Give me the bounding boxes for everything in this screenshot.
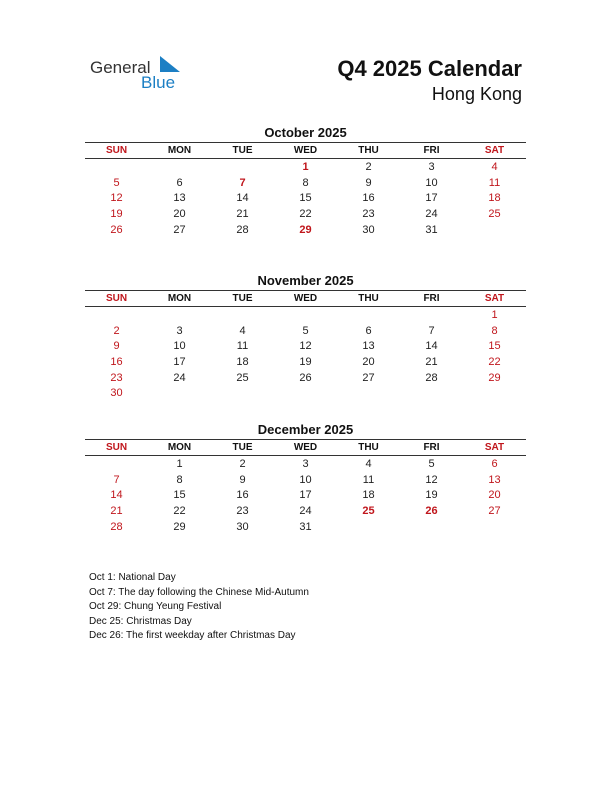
week-row <box>85 472 526 488</box>
weekday-header <box>85 142 526 159</box>
day-cell: 12 <box>425 473 438 486</box>
holiday-note: Dec 25: Christmas Day <box>89 615 192 627</box>
day-cell: 16 <box>236 489 249 502</box>
generalblue-logo <box>90 56 190 96</box>
day-cell: 12 <box>299 340 312 353</box>
weekday-label: WED <box>293 442 318 453</box>
day-cell: 25 <box>362 505 375 518</box>
empty-day-cell <box>337 519 400 535</box>
day-cell: 14 <box>110 489 123 502</box>
day-cell: 13 <box>488 473 501 486</box>
empty-day-cell <box>274 385 337 401</box>
day-cell: 11 <box>488 176 501 189</box>
weekday-header <box>85 290 526 307</box>
week-row <box>85 456 526 472</box>
day-cell: 9 <box>239 473 246 486</box>
day-cell: 8 <box>302 176 309 189</box>
holiday-note: Oct 1: National Day <box>89 572 176 583</box>
region-subtitle: Hong Kong <box>431 84 522 104</box>
weekday-label: WED <box>293 293 318 304</box>
day-cell: 15 <box>488 340 501 353</box>
empty-day-cell <box>400 307 463 323</box>
weekday-label: FRI <box>423 293 440 304</box>
week-row <box>85 190 526 206</box>
weekday-label: SAT <box>484 293 505 304</box>
day-cell: 19 <box>299 356 312 369</box>
empty-day-cell <box>274 307 337 323</box>
day-cell: 30 <box>110 387 123 400</box>
day-cell: 21 <box>236 208 249 221</box>
month-name: November 2025 <box>257 273 354 288</box>
weekday-label: SUN <box>105 293 128 304</box>
day-cell: 18 <box>488 192 501 205</box>
day-cell: 23 <box>362 208 375 221</box>
day-cell: 23 <box>236 505 249 518</box>
holiday-note: Dec 26: The first weekday after Christmas Day <box>89 630 296 642</box>
day-cell: 29 <box>299 223 312 236</box>
day-cell: 10 <box>299 473 312 486</box>
weekday-header <box>85 439 526 456</box>
day-cell: 17 <box>425 192 438 205</box>
day-cell: 26 <box>110 223 123 236</box>
weekday-label: SUN <box>105 145 128 156</box>
day-cell: 15 <box>299 192 312 205</box>
logo-triangle-icon <box>160 56 180 72</box>
empty-day-cell <box>211 159 274 175</box>
week-row <box>85 159 526 175</box>
day-cell: 7 <box>428 324 435 337</box>
day-cell: 14 <box>425 340 438 353</box>
weekday-label: FRI <box>423 145 440 156</box>
day-cell: 13 <box>362 340 375 353</box>
day-cell: 25 <box>488 208 501 221</box>
day-cell: 13 <box>173 192 186 205</box>
day-cell: 10 <box>425 176 438 189</box>
logo-word-general: General <box>90 58 151 77</box>
day-cell: 25 <box>236 371 249 384</box>
day-cell: 16 <box>362 192 375 205</box>
weekday-label: TUE <box>232 293 253 304</box>
day-cell: 1 <box>176 458 183 470</box>
weekday-label: WED <box>293 145 318 156</box>
day-cell: 27 <box>362 371 375 384</box>
empty-day-cell <box>337 307 400 323</box>
day-cell: 11 <box>362 473 375 486</box>
weekday-label: TUE <box>232 442 253 453</box>
day-cell: 3 <box>176 324 183 337</box>
day-cell: 20 <box>488 489 501 502</box>
empty-day-cell <box>85 307 148 323</box>
empty-day-cell <box>211 307 274 323</box>
month-november <box>85 272 526 401</box>
weekday-label: SUN <box>105 442 128 453</box>
day-cell: 1 <box>491 309 498 321</box>
day-cell: 14 <box>236 192 249 205</box>
day-cell: 4 <box>365 458 372 470</box>
empty-day-cell <box>211 385 274 401</box>
empty-day-cell <box>463 222 526 238</box>
day-cell: 8 <box>176 473 183 486</box>
day-cell: 2 <box>113 324 120 337</box>
day-cell: 2 <box>365 161 372 173</box>
day-cell: 21 <box>110 505 123 518</box>
day-cell: 8 <box>491 324 498 337</box>
empty-day-cell <box>463 519 526 535</box>
day-cell: 28 <box>236 223 249 236</box>
day-cell: 3 <box>428 161 435 173</box>
day-cell: 23 <box>110 371 123 384</box>
day-cell: 22 <box>488 356 501 369</box>
day-cell: 6 <box>176 176 183 189</box>
day-cell: 29 <box>173 520 186 533</box>
holiday-notes <box>89 571 309 644</box>
week-row <box>85 487 526 503</box>
day-cell: 30 <box>362 223 375 236</box>
week-row <box>85 519 526 535</box>
day-cell: 20 <box>362 356 375 369</box>
day-cell: 9 <box>365 176 372 189</box>
day-cell: 19 <box>110 208 123 221</box>
week-row <box>85 175 526 191</box>
empty-day-cell <box>337 385 400 401</box>
month-october <box>85 124 526 237</box>
day-cell: 18 <box>362 489 375 502</box>
day-cell: 4 <box>239 324 246 337</box>
day-cell: 26 <box>425 505 438 518</box>
week-row <box>85 354 526 370</box>
day-cell: 31 <box>299 520 312 533</box>
empty-day-cell <box>85 159 148 175</box>
weekday-label: MON <box>167 145 192 156</box>
empty-day-cell <box>148 159 211 175</box>
day-cell: 4 <box>491 161 498 173</box>
day-cell: 3 <box>302 458 309 470</box>
day-cell: 2 <box>239 458 246 470</box>
day-cell: 18 <box>236 356 249 369</box>
day-cell: 7 <box>239 176 246 189</box>
day-cell: 7 <box>113 473 120 486</box>
day-cell: 26 <box>299 371 312 384</box>
weekday-label: THU <box>358 442 379 453</box>
month-december <box>85 421 526 534</box>
month-name: October 2025 <box>264 125 347 140</box>
day-cell: 24 <box>425 208 438 221</box>
day-cell: 24 <box>173 371 186 384</box>
holiday-note: Oct 7: The day following the Chinese Mid-Autumn <box>89 586 309 598</box>
day-cell: 15 <box>173 489 186 502</box>
week-row <box>85 385 526 401</box>
day-cell: 5 <box>302 324 309 337</box>
day-cell: 29 <box>488 371 501 384</box>
day-cell: 5 <box>113 176 120 189</box>
holiday-note: Oct 29: Chung Yeung Festival <box>89 601 222 613</box>
day-cell: 17 <box>299 489 312 502</box>
day-cell: 5 <box>428 458 435 470</box>
weekday-label: SAT <box>484 442 505 453</box>
day-cell: 10 <box>173 340 186 353</box>
day-cell: 31 <box>425 223 438 236</box>
day-cell: 27 <box>488 505 501 518</box>
month-name: December 2025 <box>257 422 354 437</box>
day-cell: 1 <box>302 161 309 173</box>
day-cell: 27 <box>173 223 186 236</box>
day-cell: 24 <box>299 505 312 518</box>
week-row <box>85 222 526 238</box>
day-cell: 22 <box>299 208 312 221</box>
day-cell: 11 <box>236 340 249 353</box>
empty-day-cell <box>148 385 211 401</box>
logo-word-blue: Blue <box>141 73 176 92</box>
day-cell: 21 <box>425 356 438 369</box>
day-cell: 16 <box>110 356 123 369</box>
empty-day-cell <box>148 307 211 323</box>
weekday-label: SAT <box>484 145 505 156</box>
day-cell: 28 <box>110 520 123 533</box>
empty-day-cell <box>400 519 463 535</box>
week-row <box>85 503 526 519</box>
day-cell: 28 <box>425 371 438 384</box>
week-row <box>85 307 526 323</box>
day-cell: 12 <box>110 192 123 205</box>
weekday-label: THU <box>358 145 379 156</box>
day-cell: 17 <box>173 356 186 369</box>
empty-day-cell <box>400 385 463 401</box>
weekday-label: MON <box>167 293 192 304</box>
week-row <box>85 323 526 339</box>
day-cell: 6 <box>491 458 498 470</box>
empty-day-cell <box>85 456 148 472</box>
day-cell: 19 <box>425 489 438 502</box>
week-row <box>85 338 526 354</box>
day-cell: 30 <box>236 520 249 533</box>
week-row <box>85 206 526 222</box>
weekday-label: THU <box>358 293 379 304</box>
weekday-label: FRI <box>423 442 440 453</box>
empty-day-cell <box>463 385 526 401</box>
day-cell: 9 <box>113 340 120 353</box>
day-cell: 20 <box>173 208 186 221</box>
weekday-label: TUE <box>232 145 253 156</box>
week-row <box>85 370 526 386</box>
weekday-label: MON <box>167 442 192 453</box>
day-cell: 22 <box>173 505 186 518</box>
day-cell: 6 <box>365 324 372 337</box>
page-title: Q4 2025 Calendar <box>337 56 522 81</box>
